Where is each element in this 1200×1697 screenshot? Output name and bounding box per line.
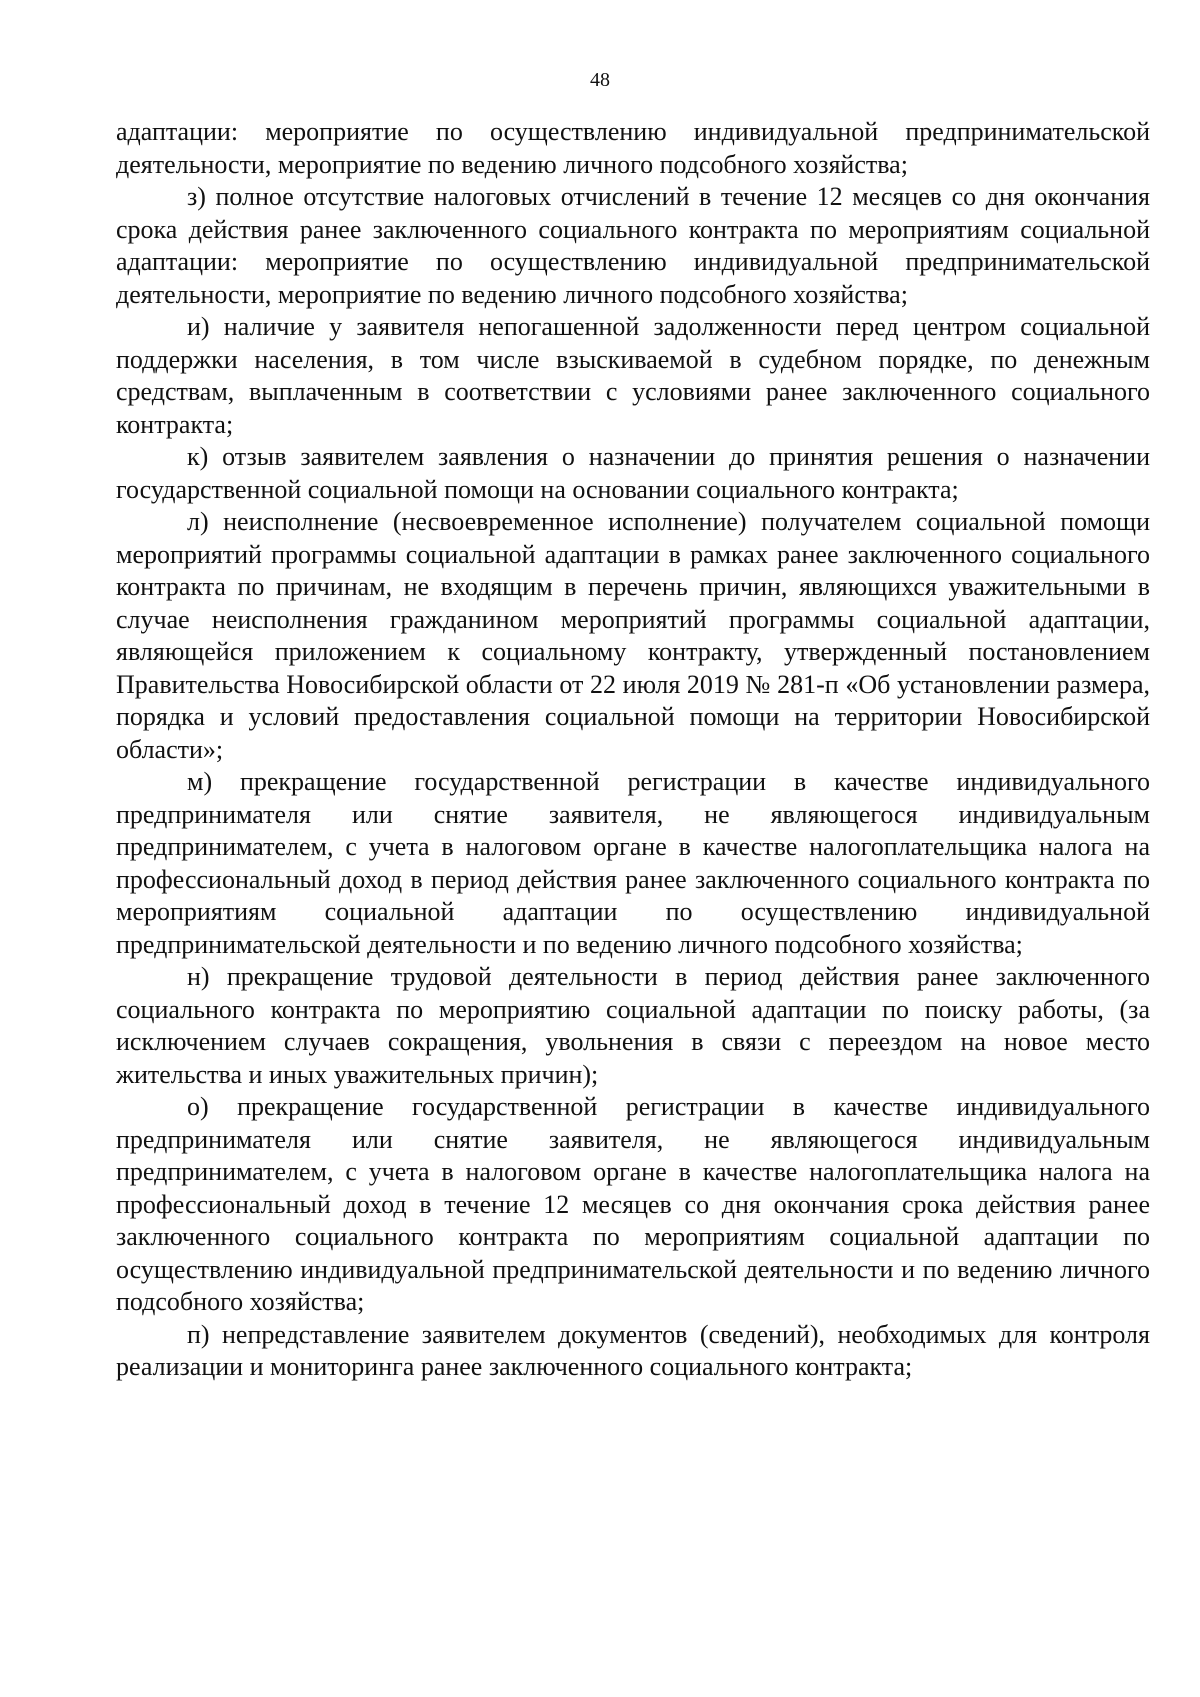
list-item-p: п) непредставление заявителем документов (сведений), необходимых для контроля реализации и мониторинга ранее заключенного социального контракта; bbox=[116, 1319, 1150, 1381]
page-number: 48 bbox=[590, 69, 610, 91]
paragraph-continuation: адаптации: мероприятие по осуществлению индивидуальной предпринимательской деятельности, мероприятие по ведению личного подсобного хозяйства; bbox=[116, 117, 1150, 179]
list-item-z: з) полное отсутствие налоговых отчислений в течение 12 месяцев со дня окончания срока действия ранее заключенного социального контракта по мероприятиям социальной адаптации: мероприятие по осуществлению индивидуальной предпринимательской деятельности, мероприятие по ведению личного подсобного хозяйства; bbox=[116, 182, 1150, 309]
list-item-l: л) неисполнение (несвоевременное исполнение) получателем социальной помощи мероприятий программы социальной адаптации в рамках ранее заключенного социального контракта по причинам, не входящим в перечень причин, являющихся уважительными в случае неисполнения гражданином мероприятий программы социальной адаптации, являющейся приложением к социальному контракту, утвержденный постановлением Правительства Новосибирской области от 22 июля 2019 № 281-п «Об установлении размера, порядка и условий предоставления социальной помощи на территории Новосибирской области»; bbox=[116, 507, 1150, 764]
document-text bbox=[116, 116, 1150, 1384]
list-item-o: о) прекращение государственной регистрации в качестве индивидуального предпринимателя или снятие заявителя, не являющегося индивидуальным предпринимателем, с учета в налоговом органе в качестве налогоплательщика налога на профессиональный доход в течение 12 месяцев со дня окончания срока действия ранее заключенного социального контракта по мероприятиям социальной адаптации по осуществлению индивидуальной предпринимательской деятельности и по ведению личного подсобного хозяйства; bbox=[116, 1092, 1150, 1316]
list-item-i: и) наличие у заявителя непогашенной задолженности перед центром социальной поддержки населения, в том числе взыскиваемой в судебном порядке, по денежным средствам, выплаченным в соответствии с условиями ранее заключенного социального контракта; bbox=[116, 312, 1150, 439]
list-item-k: к) отзыв заявителем заявления о назначении до принятия решения о назначении государственной социальной помощи на основании социального контракта; bbox=[116, 442, 1150, 504]
list-item-m: м) прекращение государственной регистрации в качестве индивидуального предпринимателя или снятие заявителя, не являющегося индивидуальным предпринимателем, с учета в налоговом органе в качестве налогоплательщика налога на профессиональный доход в период действия ранее заключенного социального контракта по мероприятиям социальной адаптации по осуществлению индивидуальной предпринимательской деятельности и по ведению личного подсобного хозяйства; bbox=[116, 767, 1150, 959]
list-item-n: н) прекращение трудовой деятельности в период действия ранее заключенного социального контракта по мероприятию социальной адаптации по поиску работы, (за исключением случаев сокращения, увольнения в связи с переездом на новое место жительства и иных уважительных причин); bbox=[116, 962, 1150, 1089]
